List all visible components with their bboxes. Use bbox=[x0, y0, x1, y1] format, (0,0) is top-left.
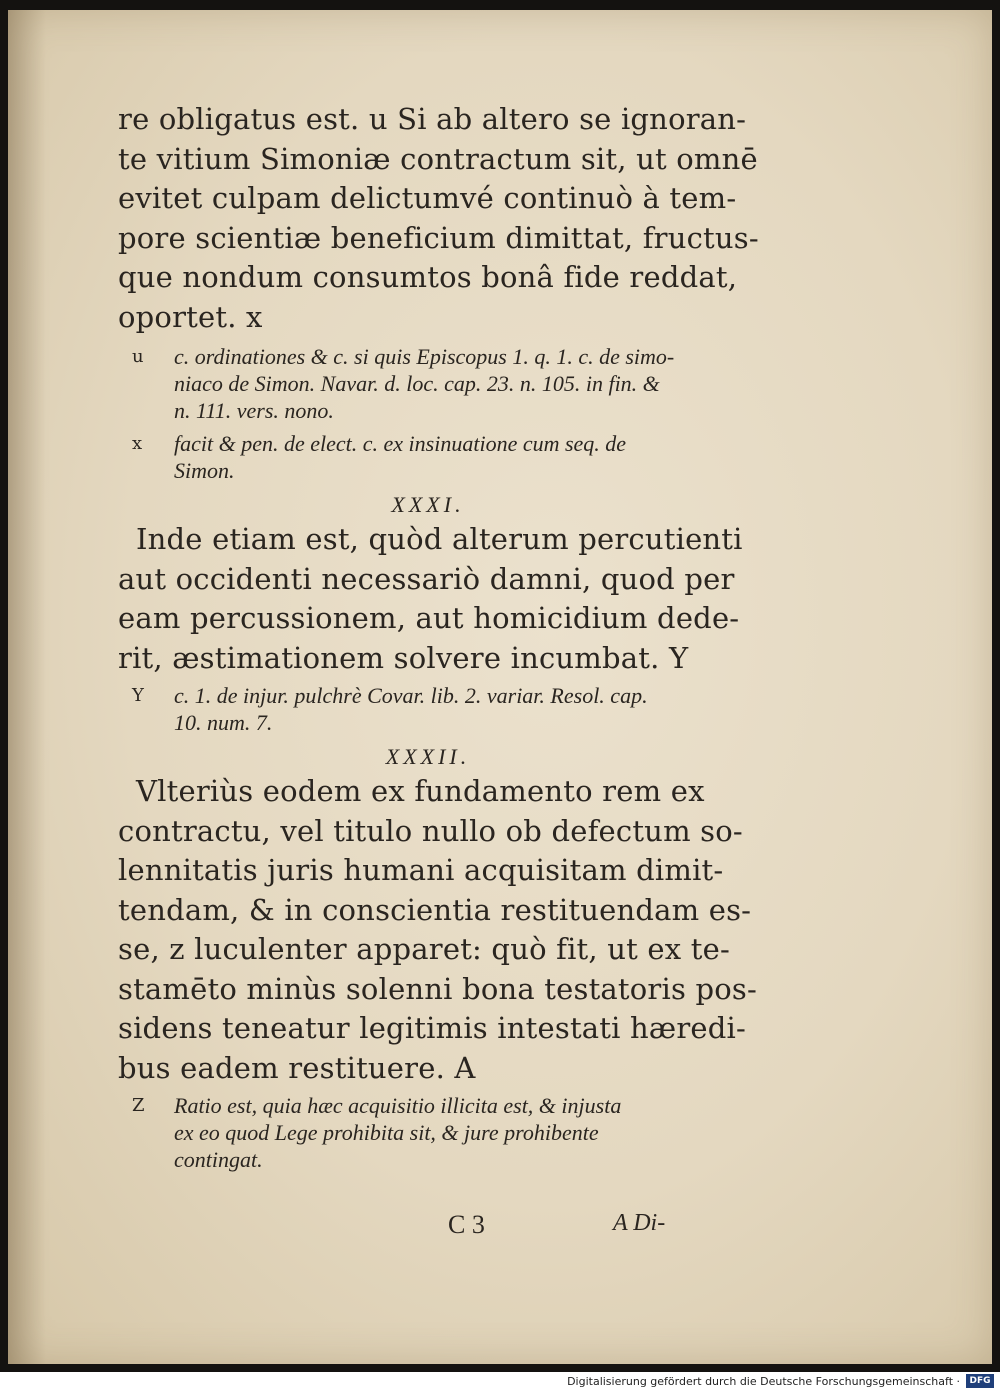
book-page bbox=[8, 10, 992, 1364]
footnote-z bbox=[118, 1092, 798, 1173]
catchword: A Di- bbox=[613, 1210, 666, 1236]
text-line: bus eadem restituere. A bbox=[118, 1050, 476, 1085]
signature-mark: C 3 bbox=[448, 1210, 485, 1239]
text-line: te vitium Simoniæ contractum sit, ut omnē bbox=[118, 141, 758, 176]
paragraph-31 bbox=[118, 520, 798, 678]
footnote-line: contingat. bbox=[174, 1147, 263, 1172]
footnote-line: niaco de Simon. Navar. d. loc. cap. 23. n. 105. in fin. & bbox=[174, 371, 660, 396]
digitization-footer bbox=[0, 1372, 1000, 1391]
footnote-line: ex eo quod Lege prohibita sit, & jure prohibente bbox=[174, 1120, 599, 1145]
footnote-u bbox=[118, 343, 798, 424]
text-line: tendam, & in conscientia restituendam es- bbox=[118, 892, 752, 927]
footnote-y bbox=[118, 682, 798, 736]
text-line: Inde etiam est, quòd alterum percutienti bbox=[136, 522, 743, 556]
text-line: que nondum consumtos bonâ fide reddat, bbox=[118, 260, 738, 294]
text-line: oportet. x bbox=[118, 299, 263, 334]
footnote-line: facit & pen. de elect. c. ex insinuatione cum seq. de bbox=[174, 431, 627, 456]
footnote-line: Ratio est, quia hæc acquisitio illicita est, & injusta bbox=[174, 1093, 622, 1118]
footnote-x bbox=[118, 430, 798, 484]
footnote-marker: Z bbox=[132, 1095, 145, 1116]
text-line: re obligatus est. u Si ab altero se ignoran- bbox=[118, 102, 747, 136]
footnote-marker: x bbox=[132, 433, 143, 454]
text-line: se, z luculenter apparet: quò fit, ut ex te- bbox=[118, 932, 730, 966]
footnote-line: n. 111. vers. nono. bbox=[174, 398, 334, 423]
text-line: stamēto minùs solenni bona testatoris pos- bbox=[118, 971, 757, 1006]
text-line: eam percussionem, aut homicidium dede- bbox=[118, 601, 740, 635]
text-line: rit, æstimationem solvere incumbat. Y bbox=[118, 640, 689, 675]
section-heading-32: XXXII. bbox=[385, 744, 471, 769]
paragraph-32 bbox=[118, 772, 798, 1088]
footnote-line: c. ordinationes & c. si quis Episcopus 1. q. 1. c. de simo- bbox=[174, 344, 675, 369]
text-line: aut occidenti necessariò damni, quod per bbox=[118, 561, 735, 596]
text-line: Vlteriùs eodem ex fundamento rem ex bbox=[136, 774, 705, 808]
page-gutter-shadow bbox=[8, 10, 46, 1364]
page-text bbox=[118, 100, 798, 1173]
footnote-line: 10. num. 7. bbox=[174, 710, 273, 735]
text-line: contractu, vel titulo nullo ob defectum so- bbox=[118, 813, 743, 848]
footnote-marker: u bbox=[132, 346, 144, 367]
footnote-line: c. 1. de injur. pulchrè Covar. lib. 2. variar. Resol. cap. bbox=[174, 683, 648, 708]
footnote-line: Simon. bbox=[174, 458, 235, 483]
text-line: pore scientiæ beneficium dimittat, fructus- bbox=[118, 220, 759, 255]
section-heading-31: XXXI. bbox=[391, 492, 465, 517]
paragraph-30-end bbox=[118, 100, 798, 337]
dfg-logo: DFG bbox=[966, 1374, 994, 1388]
footnote-marker: Y bbox=[132, 685, 144, 706]
text-line: sidens teneatur legitimis intestati hæredi- bbox=[118, 1011, 747, 1045]
funding-credit: Digitalisierung gefördert durch die Deutsche Forschungsgemeinschaft · bbox=[567, 1375, 960, 1388]
text-line: lennitatis juris humani acquisitam dimit- bbox=[118, 853, 724, 887]
text-line: evitet culpam delictumvé continuò à tem- bbox=[118, 181, 737, 215]
